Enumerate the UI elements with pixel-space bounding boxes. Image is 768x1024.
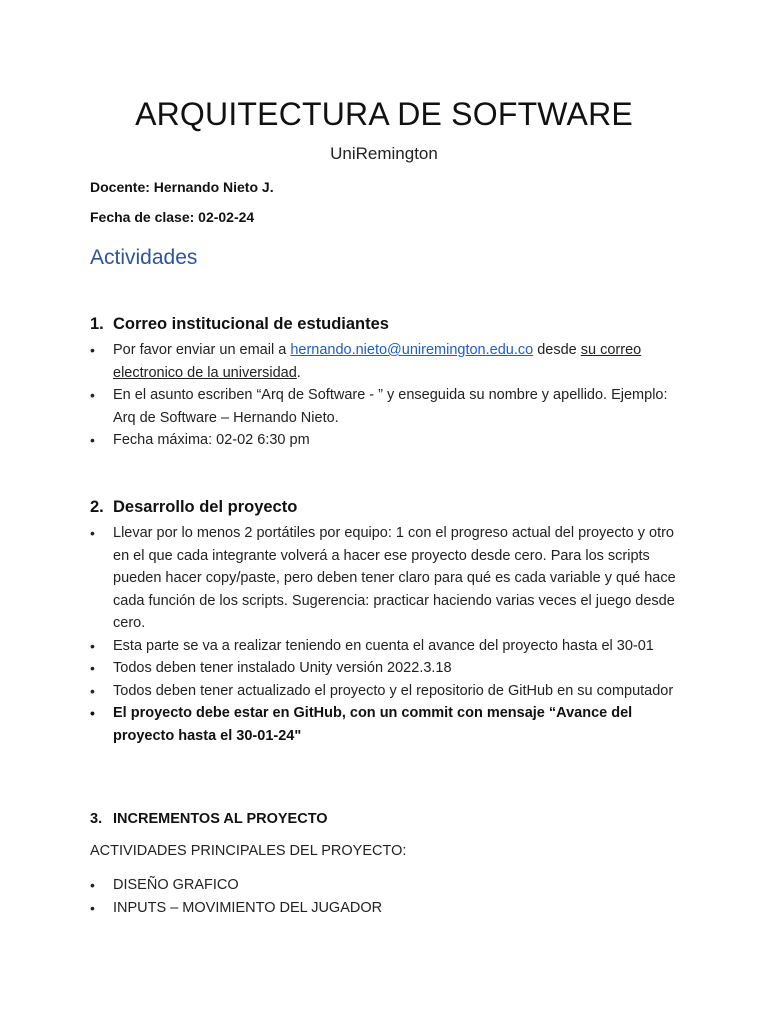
bullet-icon: • xyxy=(90,682,95,699)
document-title: ARQUITECTURA DE SOFTWARE xyxy=(135,96,633,132)
item-text: DISEÑO GRAFICO xyxy=(113,877,239,893)
list-item xyxy=(90,680,680,703)
document-subtitle: UniRemington xyxy=(330,144,438,163)
list-item xyxy=(90,702,680,747)
section-2-number: 2. xyxy=(90,498,104,516)
item-text: desde xyxy=(533,342,581,358)
bullet-icon: • xyxy=(90,432,95,448)
section-1-heading xyxy=(90,315,389,334)
item-text: Fecha máxima: 02-02 6:30 pm xyxy=(113,432,310,448)
list-item xyxy=(90,657,680,680)
item-text: . xyxy=(296,364,301,381)
bullet-icon: • xyxy=(90,877,95,893)
item-text: INPUTS – MOVIMIENTO DEL JUGADOR xyxy=(113,899,383,916)
teacher-line: Docente: Hernando Nieto J. xyxy=(90,179,274,195)
list-item xyxy=(90,384,680,429)
section-1-title: Correo institucional de estudiantes xyxy=(113,315,389,333)
section-3-number: 3. xyxy=(90,811,103,827)
list-item xyxy=(90,635,680,658)
list-item xyxy=(90,874,680,897)
list-item xyxy=(90,339,680,384)
section-3-list xyxy=(90,874,680,919)
item-text: Esta parte se va a realizar teniendo en cuenta el avance del proyecto hasta el 30-01 xyxy=(113,637,654,654)
section-3-heading xyxy=(90,811,328,827)
section-2-title: Desarrollo del proyecto xyxy=(113,498,298,516)
list-item xyxy=(90,429,680,452)
section-3-intro: ACTIVIDADES PRINCIPALES DEL PROYECTO: xyxy=(90,843,407,859)
item-text: En el asunto escriben “Arq de Software - ” y enseguida su nombre y apellido. Ejemplo: Arq de Software – Hernando Nieto. xyxy=(113,387,668,426)
bullet-icon: • xyxy=(90,660,95,676)
item-text: Todos deben tener instalado Unity versión 2022.3.18 xyxy=(113,660,452,676)
section-3-title: INCREMENTOS AL PROYECTO xyxy=(113,811,328,827)
activities-heading: Actividades xyxy=(90,246,198,269)
section-1-list xyxy=(90,339,680,452)
section-1-number: 1. xyxy=(90,315,104,333)
bullet-icon: • xyxy=(90,899,95,916)
email-link[interactable]: hernando.nieto@uniremington.edu.co xyxy=(290,342,534,358)
section-2-list xyxy=(90,522,680,747)
bullet-icon: • xyxy=(90,637,95,654)
item-text: El proyecto debe estar en GitHub, con un commit con mensaje “Avance del proyecto hasta el 30-01-24" xyxy=(113,705,633,744)
list-item xyxy=(90,897,680,920)
item-text: Todos deben tener actualizado el proyecto y el repositorio de GitHub en su computador xyxy=(113,682,674,699)
class-date-line: Fecha de clase: 02-02-24 xyxy=(90,209,255,225)
bullet-icon: • xyxy=(90,525,95,541)
list-item xyxy=(90,522,680,635)
underlined-text: su correo electronico de la universidad xyxy=(113,342,642,381)
item-text: Por favor enviar un email a xyxy=(113,342,291,358)
bullet-icon: • xyxy=(90,387,95,403)
bullet-icon: • xyxy=(90,705,95,721)
bullet-icon: • xyxy=(90,342,95,358)
item-text: Llevar por lo menos 2 portátiles por equipo: 1 con el progreso actual del proyecto y otro en el que cada integrante volverá a hacer ese proyecto desde cero. Para los scripts pueden hacer copy/paste, pero deben tener claro para qué es cada variable y qué hace cada función de los scripts. Sugerencia: practicar haciendo varias veces el juego desde cero. xyxy=(113,525,676,631)
section-2-heading xyxy=(90,498,297,517)
